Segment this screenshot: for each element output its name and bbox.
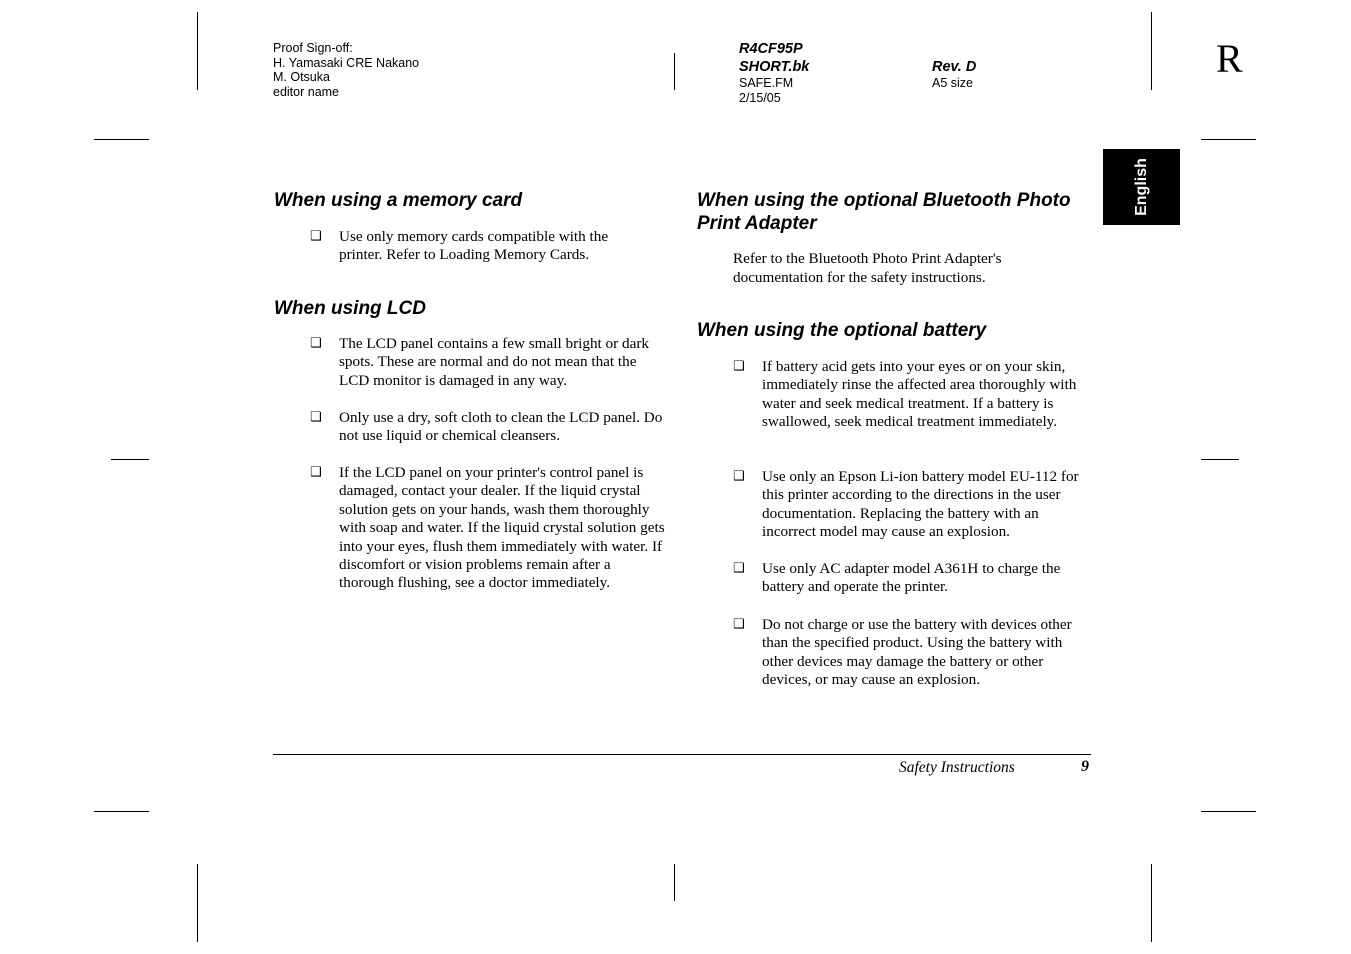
bullet-text: Do not charge or use the battery with devices other than the specified product. Using the battery with other devices may damage the battery or other devices, or may cause an explosion. (762, 616, 1072, 689)
proof-line: H. Yamasaki CRE Nakano (273, 55, 420, 70)
proof-signoff-block (273, 41, 419, 99)
checkbox-bullet-icon: ❑ (310, 410, 322, 425)
section-heading-bluetooth: When using the optional Bluetooth Photo Print Adapter (697, 190, 1071, 234)
language-tab (1103, 149, 1180, 225)
checkbox-bullet-icon: ❑ (733, 617, 745, 632)
proof-line: M. Otsuka (273, 70, 330, 84)
crop-mark (94, 811, 149, 812)
bullet-text: Use only memory cards compatible with the printer. Refer to Loading Memory Cards. (339, 228, 609, 264)
crop-mark (94, 139, 149, 140)
proof-line: editor name (273, 84, 340, 99)
checkbox-bullet-icon: ❑ (733, 469, 745, 484)
revision-block (932, 58, 976, 91)
bullet-text: Use only an Epson Li-ion battery model EU-112 for this printer according to the directions in the user documentation. Replacing the battery with an incorrect model may cause an explosion. (762, 468, 1079, 541)
section-heading-lcd: When using LCD (274, 298, 426, 319)
bullet-text: If the LCD panel on your printer's control panel is damaged, contact your dealer. If the liquid crystal solution gets on your hands, wash them thoroughly with soap and water. If the liquid crystal solution gets into your eyes, flush them immediately with water. If discomfort or vision problems remain after a thorough flushing, see a doctor immediately. (339, 464, 665, 592)
crop-mark (1201, 811, 1256, 812)
bullet-text: Only use a dry, soft cloth to clean the LCD panel. Do not use liquid or chemical cleansers. (339, 409, 663, 445)
doc-code: R4CF95P (739, 41, 803, 57)
corner-letter: R (1216, 36, 1243, 81)
section-heading-memory-card: When using a memory card (274, 190, 523, 211)
crop-mark (674, 53, 675, 90)
doc-date: 2/15/05 (739, 90, 781, 105)
proof-line: Proof Sign-off: (273, 41, 353, 55)
language-tab-label: English (1132, 158, 1150, 216)
checkbox-bullet-icon: ❑ (733, 359, 745, 374)
crop-mark (674, 864, 675, 901)
section-heading-battery: When using the optional battery (697, 320, 987, 341)
checkbox-bullet-icon: ❑ (733, 561, 745, 576)
page-number: 9 (1081, 758, 1089, 775)
checkbox-bullet-icon: ❑ (310, 465, 322, 480)
bullet-text: If battery acid gets into your eyes or on your skin, immediately rinse the affected area thoroughly with water and seek medical treatment. If a battery is swallowed, seek medical treatment immediately. (762, 358, 1077, 431)
crop-mark (111, 459, 149, 460)
paper-size: A5 size (932, 76, 973, 90)
checkbox-bullet-icon: ❑ (310, 229, 322, 244)
checkbox-bullet-icon: ❑ (310, 336, 322, 351)
file-info-block (739, 40, 809, 105)
footer-section-title: Safety Instructions (899, 759, 1015, 776)
crop-mark (1151, 864, 1152, 942)
bullet-text: Use only AC adapter model A361H to charge the battery and operate the printer. (762, 560, 1061, 596)
file-name: SAFE.FM (739, 76, 794, 90)
crop-mark (197, 12, 198, 90)
crop-mark (197, 864, 198, 942)
bullet-text: The LCD panel contains a few small bright or dark spots. These are normal and do not mean that the LCD monitor is damaged in any way. (339, 335, 649, 389)
crop-mark (1151, 12, 1152, 90)
revision: Rev. D (932, 59, 977, 75)
book-name: SHORT.bk (739, 59, 810, 75)
footer-rule (273, 754, 1091, 755)
crop-mark (1201, 459, 1239, 460)
crop-mark (1201, 139, 1256, 140)
bluetooth-body-text: Refer to the Bluetooth Photo Print Adapter's documentation for the safety instructions. (733, 250, 1002, 286)
